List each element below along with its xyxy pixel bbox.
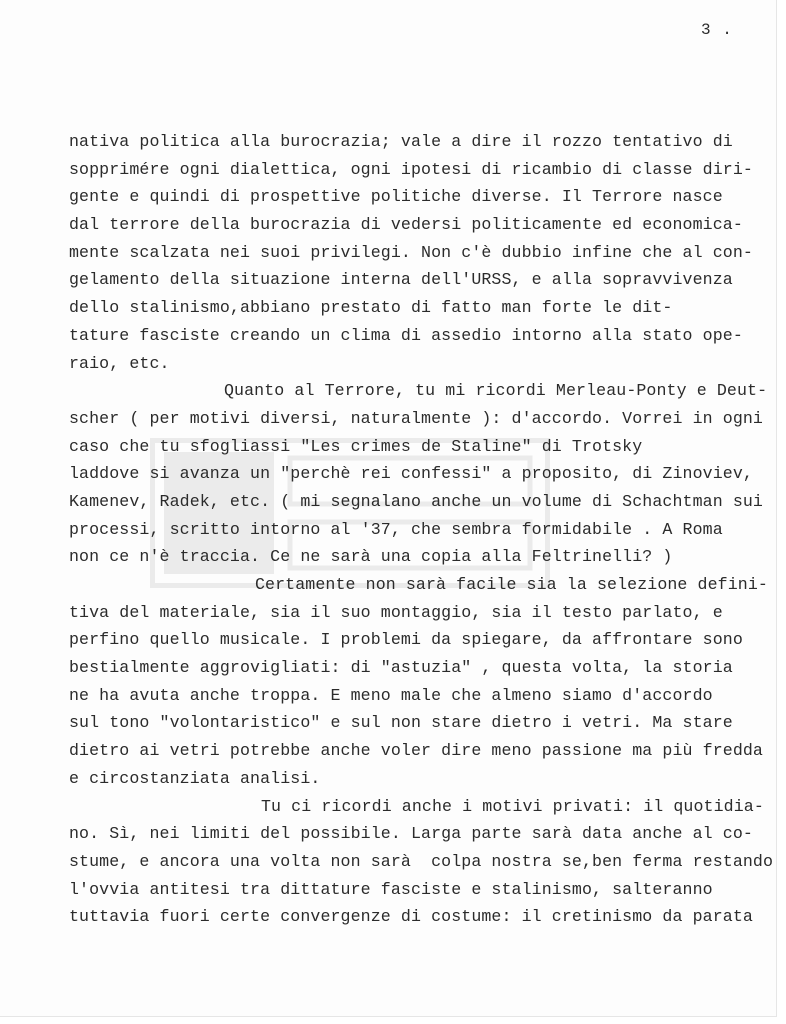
letter-body (69, 128, 773, 931)
text-line: laddove si avanza un "perchè rei confessi" a proposito, di Zinoviev, (69, 464, 753, 484)
paragraph-start-line: Quanto al Terrore, tu mi ricordi Merleau-Ponty e Deut- (224, 381, 768, 401)
text-line: l'ovvia antitesi tra dittature fasciste e stalinismo, salteranno (69, 879, 713, 899)
text-line: dietro ai vetri potrebbe anche voler dire meno passione ma più fredda (69, 741, 763, 761)
paragraph-start-line: Tu ci ricordi anche i motivi privati: il quotidia- (261, 796, 764, 816)
text-line: Kamenev, Radek, etc. ( mi segnalano anche un volume di Schachtman sui (69, 491, 763, 511)
paragraph-start-line: Certamente non sarà facile sia la selezione defini- (255, 575, 768, 594)
text-line: ne ha avuta anche troppa. E meno male che almeno siamo d'accordo (69, 685, 713, 705)
text-line: bestialmente aggrovigliati: di "astuzia" , questa volta, la storia (69, 658, 733, 678)
text-line: e circostanziata analisi. (69, 768, 321, 788)
text-line: stume, e ancora una volta non sarà colpa nostra se,ben ferma restando (69, 851, 774, 871)
text-line: sul tono "volontaristico" e sul non stare dietro i vetri. Ma stare (69, 713, 733, 733)
text-line: no. Sì, nei limiti del possibile. Larga parte sarà data anche al co- (69, 824, 753, 844)
text-line: raio, etc. (69, 353, 170, 373)
text-line: nativa politica alla burocrazia; vale a dire il rozzo tentativo di (69, 132, 733, 151)
text-line: gelamento della situazione interna dell'URSS, e alla sopravvivenza (69, 270, 733, 290)
text-line: caso che tu sfogliassi "Les crimes de Staline" di Trotsky (69, 436, 643, 456)
text-line: dal terrore della burocrazia di vedersi politicamente ed economica- (69, 215, 743, 235)
text-line: scher ( per motivi diversi, naturalmente ): d'accordo. Vorrei in ogni (69, 408, 763, 428)
text-line: processi, scritto intorno al '37, che sembra formidabile . A Roma (69, 519, 723, 539)
text-line: gente e quindi di prospettive politiche diverse. Il Terrore nasce (69, 187, 723, 207)
text-line: tiva del materiale, sia il suo montaggio, sia il testo parlato, e (69, 602, 723, 622)
text-line: mente scalzata nei suoi privilegi. Non c'è dubbio infine che al con- (69, 242, 753, 262)
text-line: sopprimére ogni dialettica, ogni ipotesi di ricambio di classe diri- (69, 159, 753, 179)
text-line: dello stalinismo,abbiano prestato di fatto man forte le dit- (69, 298, 673, 318)
text-line: perfino quello musicale. I problemi da spiegare, da affrontare sono (69, 630, 743, 650)
page-number: 3 . (701, 21, 733, 39)
text-line: tuttavia fuori certe convergenze di costume: il cretinismo da parata (69, 907, 753, 927)
text-line: tature fasciste creando un clima di assedio intorno alla stato ope- (69, 325, 743, 345)
text-line: non ce n'è traccia. Ce ne sarà una copia alla Feltrinelli? ) (69, 547, 673, 567)
